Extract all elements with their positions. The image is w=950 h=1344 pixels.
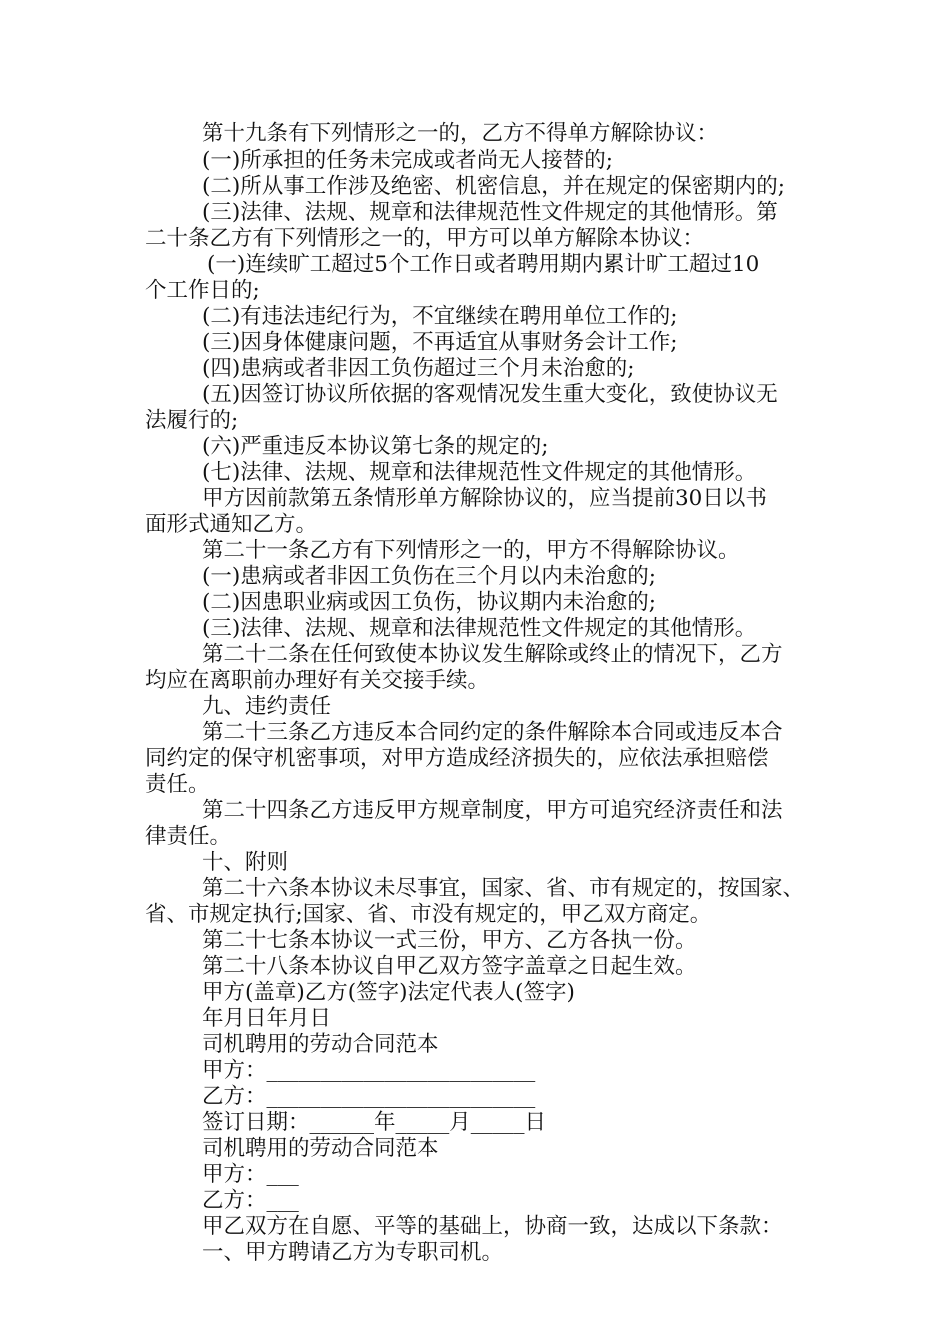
text-line: (二)有违法违纪行为，不宜继续在聘用单位工作的; <box>202 304 678 329</box>
text-line: (二)所从事工作涉及绝密、机密信息，并在规定的保密期内的; <box>202 174 786 199</box>
section-heading: 九、违约责任 <box>202 694 332 719</box>
text-line: (六)严重违反本协议第七条的规定的; <box>202 434 549 459</box>
text-line: (五)因签订协议所依据的客观情况发生重大变化，致使协议无 <box>202 382 778 407</box>
text-line: 法履行的; <box>145 408 239 433</box>
party-a-field: 甲方：___ <box>202 1162 299 1187</box>
text-line: 第二十二条在任何致使本协议发生解除或终止的情况下，乙方 <box>202 642 783 667</box>
document-title: 司机聘用的劳动合同范本 <box>202 1136 439 1161</box>
document-title: 司机聘用的劳动合同范本 <box>202 1032 439 1057</box>
text-line: 第二十一条乙方有下列情形之一的，甲方不得解除协议。 <box>202 538 740 563</box>
text-line: 第二十三条乙方违反本合同约定的条件解除本合同或违反本合 <box>202 720 783 745</box>
text-line: 一、甲方聘请乙方为专职司机。 <box>202 1240 504 1265</box>
text-line: (三)法律、法规、规章和法律规范性文件规定的其他情形。第 <box>202 200 778 225</box>
signing-date-field: 签订日期：______年_____月_____日 <box>202 1110 547 1135</box>
text-line: 二十条乙方有下列情形之一的，甲方可以单方解除本协议： <box>145 226 705 251</box>
text-line: 甲乙双方在自愿、平等的基础上，协商一致，达成以下条款： <box>202 1214 783 1239</box>
text-line: 均应在离职前办理好有关交接手续。 <box>145 668 490 693</box>
section-heading: 十、附则 <box>202 850 289 875</box>
text-line: 责任。 <box>145 772 210 797</box>
text-line: (四)患病或者非因工负伤超过三个月未治愈的; <box>202 356 635 381</box>
text-line: (三)法律、法规、规章和法律规范性文件规定的其他情形。 <box>202 616 757 641</box>
text-line: (七)法律、法规、规章和法律规范性文件规定的其他情形。 <box>202 460 757 485</box>
party-b-field: 乙方：_________________________ <box>202 1084 536 1109</box>
text-line: (一)连续旷工超过5个工作日或者聘用期内累计旷工超过10 <box>207 252 760 277</box>
signature-line: 甲方(盖章)乙方(签字)法定代表人(签字) <box>202 980 575 1005</box>
text-line: 第二十七条本协议一式三份，甲方、乙方各执一份。 <box>202 928 697 953</box>
text-line: 第十九条有下列情形之一的，乙方不得单方解除协议： <box>202 121 719 146</box>
date-line: 年月日年月日 <box>202 1006 332 1031</box>
text-line: 同约定的保守机密事项，对甲方造成经济损失的，应依法承担赔偿 <box>145 746 769 771</box>
party-b-field: 乙方：___ <box>202 1188 299 1213</box>
text-line: 甲方因前款第五条情形单方解除协议的，应当提前30日以书 <box>202 486 767 511</box>
text-line: (三)因身体健康问题，不再适宜从事财务会计工作; <box>202 330 678 355</box>
text-line: 律责任。 <box>145 824 232 849</box>
text-line: 第二十四条乙方违反甲方规章制度，甲方可追究经济责任和法 <box>202 798 783 823</box>
text-line: (一)患病或者非因工负伤在三个月以内未治愈的; <box>202 564 657 589</box>
text-line: 省、市规定执行;国家、省、市没有规定的，甲乙双方商定。 <box>145 902 712 927</box>
text-line: 第二十八条本协议自甲乙双方签字盖章之日起生效。 <box>202 954 697 979</box>
text-line: (一)所承担的任务未完成或者尚无人接替的; <box>202 148 614 173</box>
party-a-field: 甲方：_________________________ <box>202 1058 536 1083</box>
text-line: 个工作日的; <box>145 278 260 303</box>
text-line: (二)因患职业病或因工负伤，协议期内未治愈的; <box>202 590 657 615</box>
text-line: 第二十六条本协议未尽事宜，国家、省、市有规定的，按国家、 <box>202 876 805 901</box>
text-line: 面形式通知乙方。 <box>145 512 318 537</box>
